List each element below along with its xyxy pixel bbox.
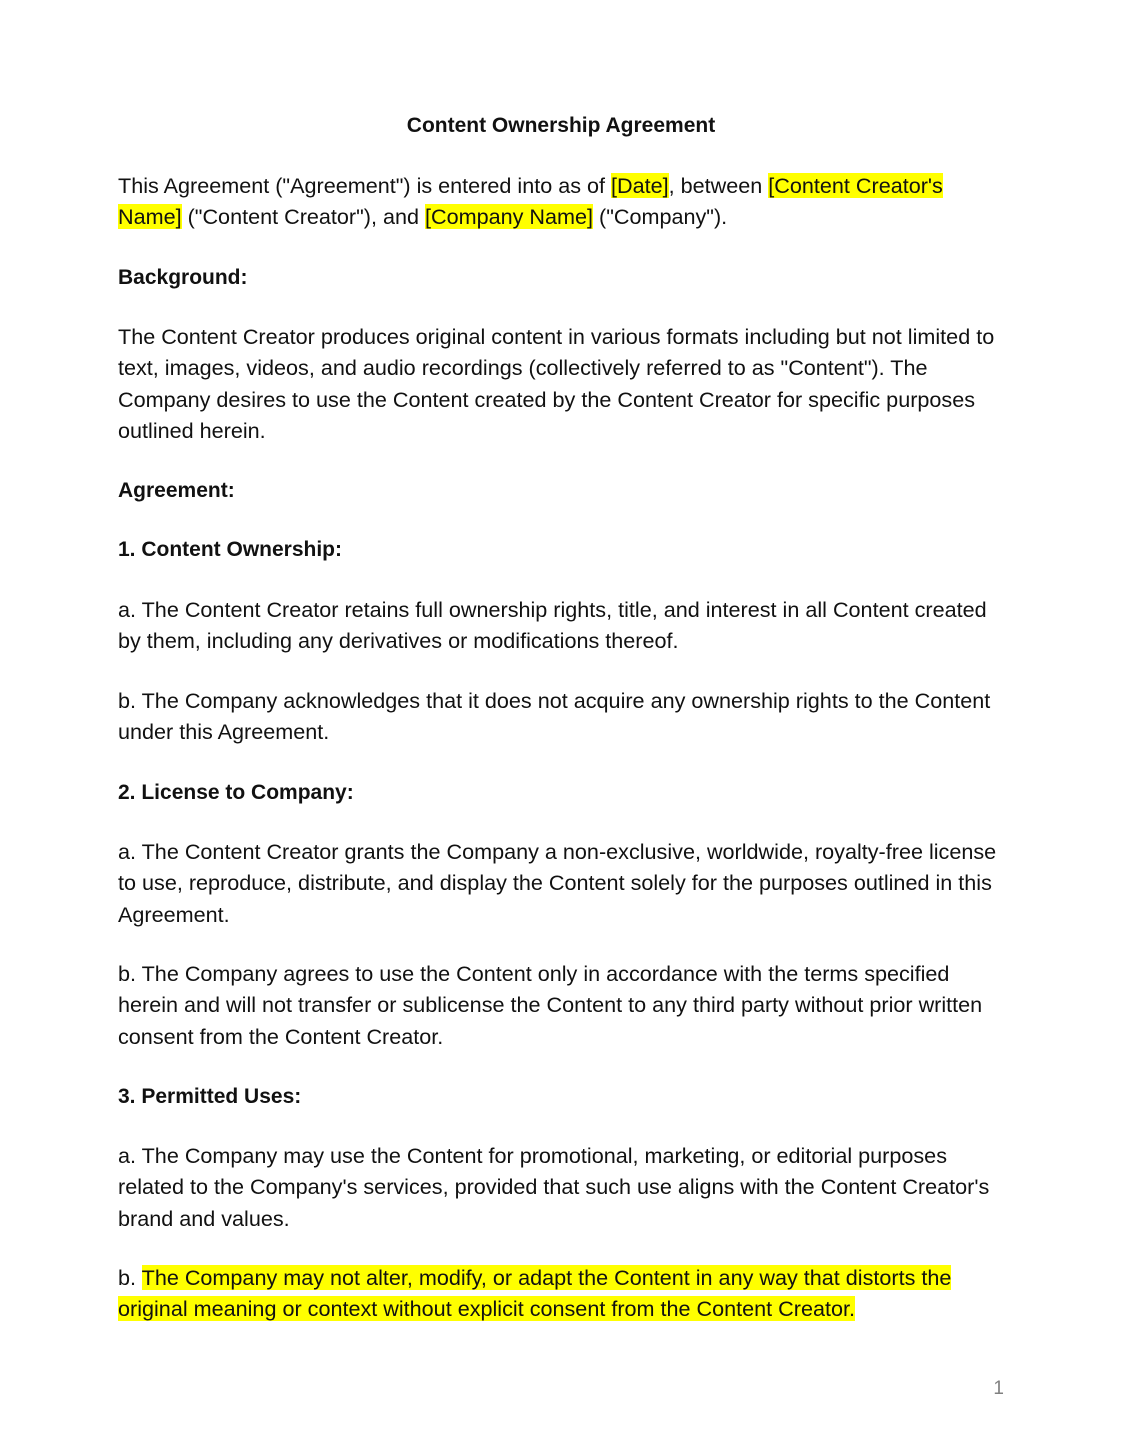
date-placeholder: [Date]	[611, 173, 669, 198]
section-3-clause-b-highlight: The Company may not alter, modify, or adapt the Content in any way that distorts the original meaning or context without explicit consent from the Content Creator.	[118, 1265, 952, 1322]
section-2-clause-a: a. The Content Creator grants the Company a non-exclusive, worldwide, royalty-free license to use, reproduce, distribute, and display the Content solely for the purposes outlined in this Agreement.	[118, 839, 997, 927]
intro-text-4: ("Company").	[593, 204, 728, 230]
section-3-heading: 3. Permitted Uses:	[118, 1085, 302, 1108]
agreement-heading: Agreement:	[118, 479, 235, 502]
section-2-heading: 2. License to Company:	[118, 781, 354, 804]
section-1-heading: 1. Content Ownership:	[118, 538, 343, 561]
section-1-clause-b: b. The Company acknowledges that it does not acquire any ownership rights to the Content under this Agreement.	[118, 688, 991, 745]
section-3-clause-a: a. The Company may use the Content for promotional, marketing, or editorial purposes related to the Company's services, provided that such use aligns with the Content Creator's brand and values.	[118, 1143, 990, 1231]
intro-text-1: This Agreement ("Agreement") is entered into as of	[118, 173, 612, 198]
section-3-clause-b-prefix: b.	[118, 1265, 142, 1290]
document-title: Content Ownership Agreement	[406, 114, 716, 137]
intro-text-3: ("Content Creator"), and	[181, 204, 425, 230]
background-paragraph: The Content Creator produces original content in various formats including but not limited to text, images, videos, and audio recordings (collectively referred to as "Content"). The Company desires to use the Content created by the Content Creator for specific purposes outlined herein.	[118, 324, 995, 443]
background-heading: Background:	[118, 266, 248, 289]
section-2-clause-b: b. The Company agrees to use the Content only in accordance with the terms specified herein and will not transfer or sublicense the Content to any third party without prior written consent from the Content Creator.	[118, 961, 983, 1049]
section-1-clause-a: a. The Content Creator retains full ownership rights, title, and interest in all Content created by them, including any derivatives or modifications thereof.	[118, 597, 987, 654]
section-3-clause-b	[118, 1262, 998, 1325]
creator-name-placeholder: [Content Creator's Name]	[118, 173, 943, 230]
intro-paragraph	[118, 170, 998, 233]
page-number: 1	[993, 1378, 1004, 1399]
company-name-placeholder: [Company Name]	[424, 204, 594, 230]
intro-text-2: , between	[668, 173, 769, 198]
